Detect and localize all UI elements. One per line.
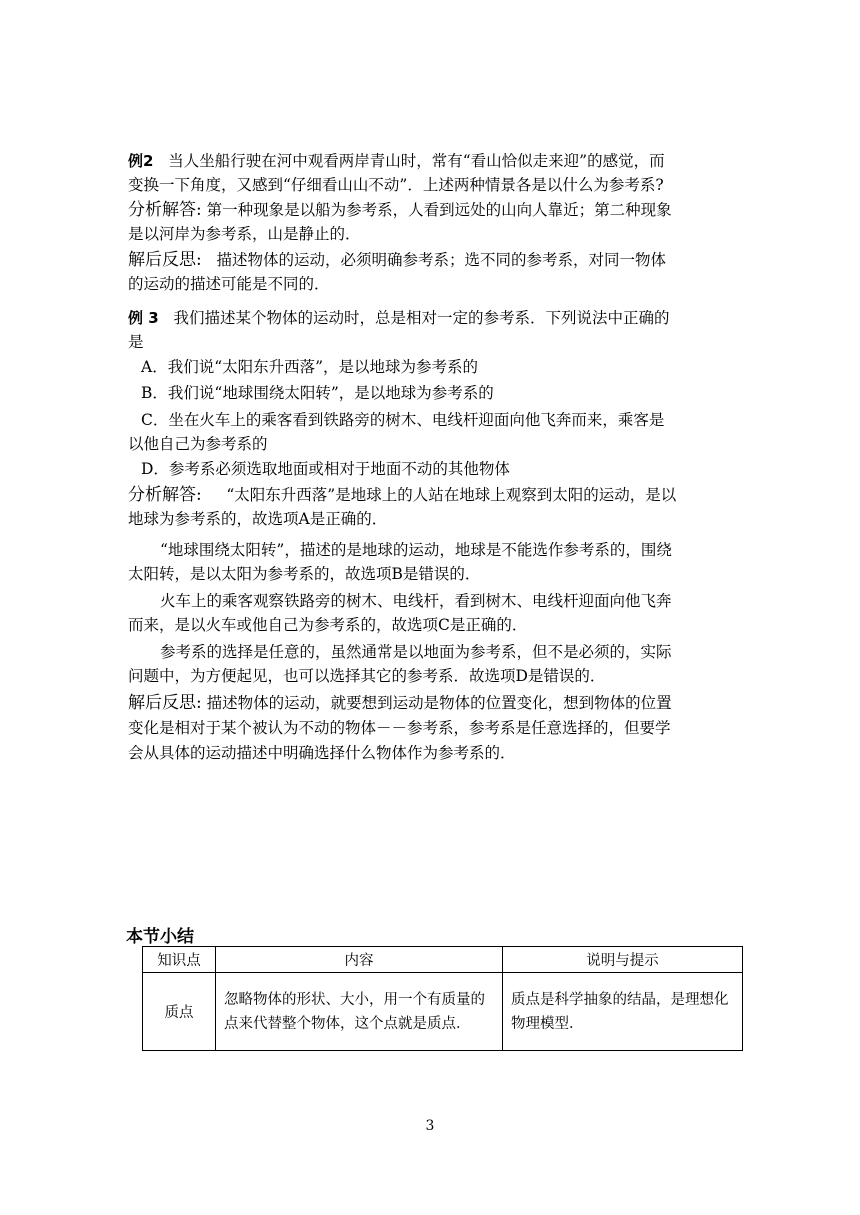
reflection-label: 解后反思: bbox=[128, 250, 202, 270]
example3-label: 例 3 bbox=[128, 309, 159, 327]
example2-analysis-line2: 是以河岸为参考系，山是静止的． bbox=[128, 225, 361, 243]
example3-analysis-b-line2: 太阳转，是以太阳为参考系的，故选项B是错误的． bbox=[128, 565, 481, 583]
summary-table bbox=[142, 946, 743, 1051]
example3-question-line2: 是 bbox=[128, 333, 144, 351]
example3-reflection-text-1: 描述物体的运动，就要想到运动是物体的位置变化，想到物体的位置 bbox=[206, 694, 672, 712]
example2-question-line1 bbox=[128, 149, 748, 173]
option-c-line1: C．坐在火车上的乘客看到铁路旁的树木、电线杆迎面向他飞奔而来，乘客是 bbox=[141, 411, 665, 429]
example3-question-line1 bbox=[128, 306, 748, 330]
example2-label: 例2 bbox=[128, 152, 154, 170]
example2-reflection-line2: 的运动的描述可能是不同的． bbox=[128, 275, 330, 293]
example3-reflection-line2: 变化是相对于某个被认为不动的物体－－参考系，参考系是任意选择的，但要学 bbox=[128, 719, 671, 737]
page-number: 3 bbox=[425, 1118, 435, 1134]
option-d: D．参考系必须选取地面或相对于地面不动的其他物体 bbox=[141, 460, 510, 478]
example3-reflection-line3: 会从具体的运动描述中明确选择什么物体作为参考系的． bbox=[128, 744, 516, 762]
analysis-label: 分析解答: bbox=[128, 485, 202, 505]
option-a: A．我们说“太阳东升西落”，是以地球为参考系的 bbox=[141, 358, 479, 376]
example3-analysis-d-line1: 参考系的选择是任意的，虽然通常是以地面为参考系，但不是必须的，实际 bbox=[160, 643, 672, 661]
header-knowledge-point: 知识点 bbox=[143, 947, 216, 973]
example3-analysis-line1 bbox=[128, 483, 748, 507]
example2-analysis-line1 bbox=[128, 198, 748, 222]
example2-analysis-text-1: 第一种现象是以船为参考系，人看到远处的山向人靠近；第二种现象 bbox=[206, 201, 672, 219]
table-header-row bbox=[143, 947, 743, 973]
cell-point: 质点 bbox=[143, 973, 216, 1051]
analysis-label: 分析解答: bbox=[128, 200, 202, 220]
example3-analysis-b-line1: “地球围绕太阳转”，描述的是地球的运动，地球是不能选作参考系的，围绕 bbox=[160, 541, 672, 559]
example3-analysis-a-text: “太阳东升西落”是地球上的人站在地球上观察到太阳的运动，是以 bbox=[226, 486, 677, 504]
reflection-label: 解后反思: bbox=[128, 693, 202, 713]
example3-text-1: 我们描述某个物体的运动时，总是相对一定的参考系．下列说法中正确的 bbox=[173, 309, 670, 327]
example2-reflection-line1 bbox=[128, 248, 748, 272]
option-c-line2: 以他自己为参考系的 bbox=[128, 435, 268, 453]
example3-reflection-line1 bbox=[128, 691, 748, 715]
example3-analysis-d-line2: 问题中，为方便起见，也可以选择其它的参考系．故选项D是错误的． bbox=[128, 667, 606, 685]
example3-analysis-line2: 地球为参考系的，故选项A是正确的． bbox=[128, 510, 388, 528]
cell-content: 忽略物体的形状、大小，用一个有质量的点来代替整个物体，这个点就是质点． bbox=[216, 973, 503, 1051]
example3-analysis-c-line2: 而来，是以火车或他自己为参考系的，故选项C是正确的． bbox=[128, 616, 528, 634]
example2-question-line2: 变换一下角度，又感到“仔细看山山不动”．上述两种情景各是以什么为参考系? bbox=[128, 176, 664, 194]
cell-note: 质点是科学抽象的结晶，是理想化物理模型． bbox=[503, 973, 743, 1051]
option-b: B．我们说“地球围绕太阳转”，是以地球为参考系的 bbox=[141, 384, 494, 402]
table-row bbox=[143, 973, 743, 1051]
header-notes: 说明与提示 bbox=[503, 947, 743, 973]
example2-text-1: 当人坐船行驶在河中观看两岸青山时，常有“看山恰似走来迎”的感觉，而 bbox=[168, 152, 665, 170]
example2-reflection-text-1: 描述物体的运动，必须明确参考系；选不同的参考系，对同一物体 bbox=[216, 251, 667, 269]
example3-analysis-c-line1: 火车上的乘客观察铁路旁的树木、电线杆，看到树木、电线杆迎面向他飞奔 bbox=[160, 592, 672, 610]
header-content: 内容 bbox=[216, 947, 503, 973]
summary-heading: 本节小结 bbox=[126, 927, 194, 947]
